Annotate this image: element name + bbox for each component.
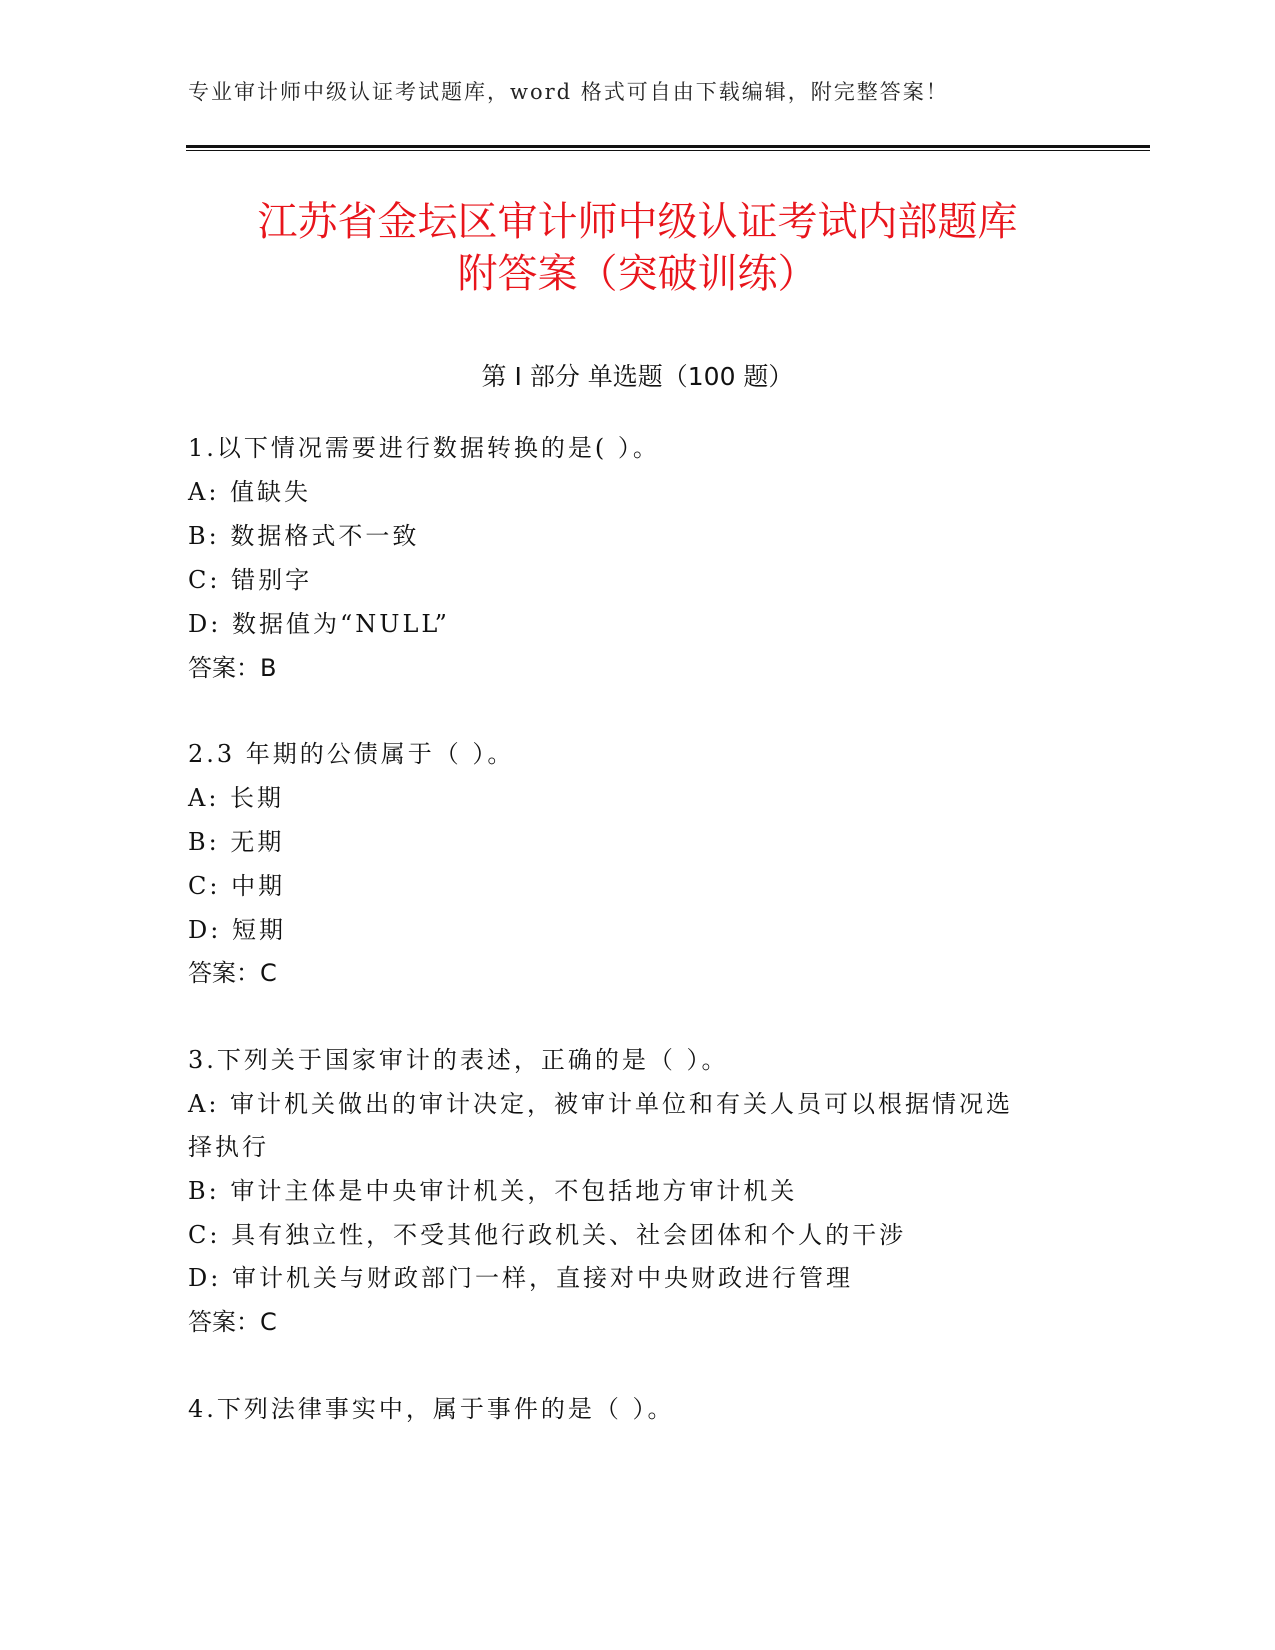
question-1-option-c: C: 错别字 [188, 566, 313, 594]
question-2-option-c: C: 中期 [188, 872, 286, 900]
question-1-answer: 答案：B [188, 654, 277, 682]
question-1-option-b: B: 数据格式不一致 [188, 522, 420, 550]
question-3-option-d: D: 审计机关与财政部门一样，直接对中央财政进行管理 [188, 1264, 853, 1292]
header-rule-thick [186, 145, 1150, 148]
title-line-2: 附答案（突破训练） [457, 251, 818, 297]
question-3-option-c: C: 具有独立性，不受其他行政机关、社会团体和个人的干涉 [188, 1221, 907, 1249]
question-3-stem: 3.下列关于国家审计的表述，正确的是（ ）。 [188, 1046, 729, 1074]
question-3-option-a-continued: 择执行 [188, 1133, 269, 1161]
document-title [140, 196, 1135, 300]
question-2-answer: 答案：C [188, 959, 277, 987]
question-2-option-a: A: 长期 [188, 784, 285, 812]
question-3-answer: 答案：C [188, 1308, 277, 1336]
question-1-stem: 1.以下情况需要进行数据转换的是( ）。 [188, 434, 660, 462]
question-2-stem: 2.3 年期的公债属于（ ）。 [188, 740, 515, 768]
question-2-option-d: D: 短期 [188, 916, 286, 944]
header-note: 专业审计师中级认证考试题库，word 格式可自由下载编辑，附完整答案！ [188, 80, 949, 104]
question-3-option-a: A: 审计机关做出的审计决定，被审计单位和有关人员可以根据情况选 [188, 1090, 1014, 1118]
question-3-option-b: B: 审计主体是中央审计机关，不包括地方审计机关 [188, 1177, 798, 1205]
question-2-option-b: B: 无期 [188, 828, 285, 856]
question-1-option-d: D: 数据值为“NULL” [188, 610, 450, 638]
question-1-option-a: A: 值缺失 [188, 478, 312, 506]
question-4-stem: 4.下列法律事实中，属于事件的是（ ）。 [188, 1395, 675, 1423]
title-line-1: 江苏省金坛区审计师中级认证考试内部题库 [257, 199, 1018, 245]
header-rule-thin [186, 150, 1150, 151]
section-heading: 第 I 部分 单选题（100 题） [481, 362, 794, 391]
